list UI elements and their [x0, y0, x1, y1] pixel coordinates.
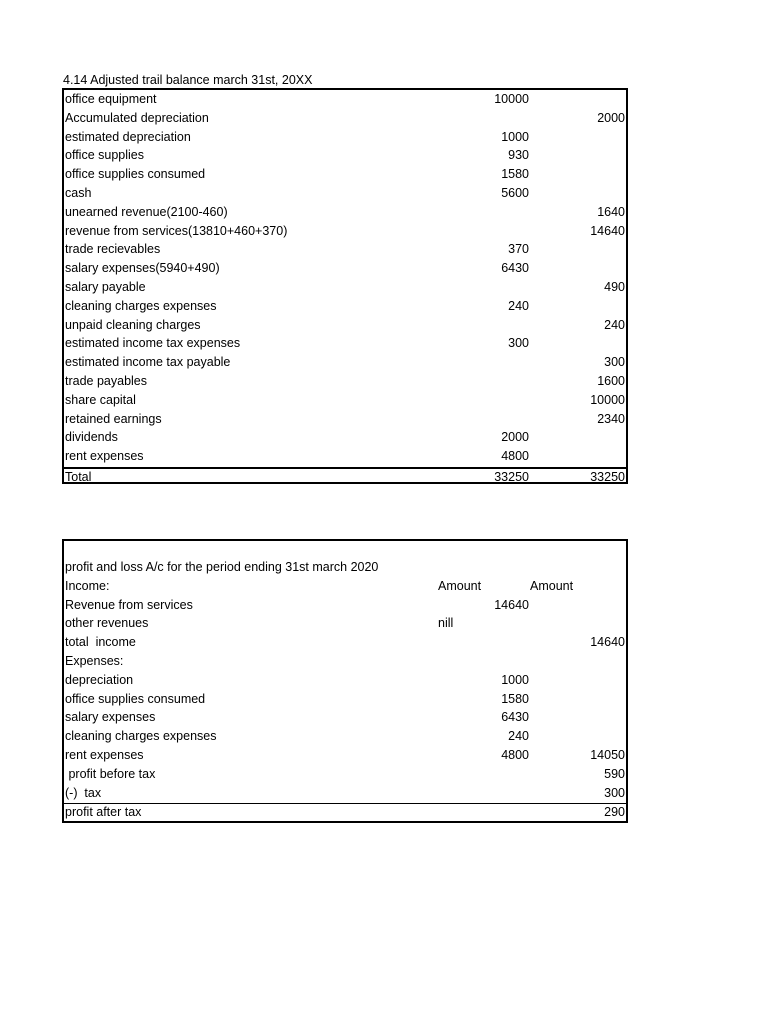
final-amount: 290 [604, 805, 625, 820]
table-row [64, 372, 626, 391]
final-row [64, 803, 626, 822]
profit-loss-table [62, 539, 628, 823]
credit-amount: 2340 [597, 411, 625, 426]
account-name: retained earnings [65, 411, 162, 426]
debit-amount: 370 [508, 242, 529, 257]
final-label: profit after tax [65, 805, 142, 820]
table-row [64, 259, 626, 278]
table-row [64, 652, 626, 671]
amount-1: 1000 [501, 672, 529, 687]
debit-amount: 10000 [494, 92, 529, 106]
account-name: share capital [65, 392, 136, 407]
credit-amount: 2000 [597, 110, 625, 125]
trial-balance-table [62, 88, 628, 484]
line-item: cleaning charges expenses [65, 729, 217, 744]
table-row [64, 146, 626, 165]
table-row [64, 316, 626, 335]
amount-1: 6430 [501, 710, 529, 725]
pl-header-row [64, 577, 626, 596]
debit-amount: 1000 [501, 129, 529, 144]
table-row [64, 784, 626, 803]
account-name: Accumulated depreciation [65, 110, 209, 125]
debit-amount: 2000 [501, 430, 529, 445]
total-label: Total [65, 469, 92, 484]
line-item: rent expenses [65, 748, 144, 762]
line-item: total income [65, 635, 136, 650]
amount-1: 4800 [501, 748, 529, 762]
account-name: unpaid cleaning charges [65, 317, 201, 332]
amount-1: 1580 [501, 691, 529, 706]
table-row [64, 428, 626, 447]
debit-amount: 4800 [501, 449, 529, 464]
table-row [64, 222, 626, 241]
table-row [64, 765, 626, 784]
table-row [64, 671, 626, 690]
note-value: nill [438, 616, 454, 631]
credit-amount: 10000 [590, 392, 625, 407]
table-row [64, 353, 626, 372]
line-item: Revenue from services [65, 597, 193, 612]
account-name: unearned revenue(2100-460) [65, 204, 228, 219]
account-name: salary payable [65, 280, 146, 294]
account-name: trade payables [65, 374, 148, 388]
account-name: office equipment [65, 92, 157, 106]
table-row [64, 297, 626, 316]
table-row [64, 184, 626, 203]
credit-amount: 14640 [590, 223, 625, 238]
account-name: office supplies consumed [65, 167, 206, 182]
line-item: (-) tax [65, 785, 102, 800]
account-name: trade recievables [65, 242, 161, 257]
account-name: dividends [65, 430, 118, 445]
debit-amount: 240 [508, 298, 529, 313]
table-row [64, 391, 626, 410]
table-row [64, 746, 626, 765]
table-row [64, 278, 626, 297]
table-row [64, 708, 626, 727]
table-row [64, 690, 626, 709]
account-name: office supplies [65, 148, 144, 163]
amount-2: 14050 [590, 748, 625, 762]
account-name: revenue from services(13810+460+370) [65, 223, 288, 238]
income-heading: Income: [65, 578, 110, 593]
account-name: estimated income tax expenses [65, 336, 241, 351]
account-name: cleaning charges expenses [65, 298, 217, 313]
account-name: estimated depreciation [65, 129, 191, 144]
credit-amount: 300 [604, 355, 625, 370]
line-item: profit before tax [65, 766, 156, 781]
line-item: other revenues [65, 616, 149, 631]
table-row [64, 203, 626, 222]
table-row [64, 633, 626, 652]
amount-2: 14640 [590, 635, 625, 650]
table-row [64, 90, 626, 109]
debit-amount: 300 [508, 336, 529, 351]
debit-amount: 5600 [501, 186, 529, 200]
amount-2: 590 [604, 766, 625, 781]
amount-2: 300 [604, 785, 625, 800]
credit-amount: 490 [604, 280, 625, 294]
table-row [64, 165, 626, 184]
table-row [64, 334, 626, 353]
account-name: cash [65, 186, 92, 200]
account-name: rent expenses [65, 449, 144, 464]
credit-amount: 240 [604, 317, 625, 332]
amount-1: 14640 [494, 597, 529, 612]
credit-amount: 1600 [597, 374, 625, 388]
debit-amount: 930 [508, 148, 529, 163]
debit-amount: 1580 [501, 167, 529, 182]
table-row [64, 614, 626, 633]
pl-title-row [64, 558, 626, 577]
table-row [64, 596, 626, 615]
table-row [64, 727, 626, 746]
debit-amount: 6430 [501, 261, 529, 276]
line-item: office supplies consumed [65, 691, 206, 706]
table-row [64, 240, 626, 259]
line-item: depreciation [65, 672, 134, 687]
line-item: Expenses: [65, 654, 124, 668]
trial-balance-title: 4.14 Adjusted trail balance march 31st, 20XX [63, 73, 313, 87]
total-credit: 33250 [590, 469, 625, 484]
total-debit: 33250 [494, 469, 529, 484]
credit-amount: 1640 [597, 204, 625, 219]
pl-title: profit and loss A/c for the period ending 31st march 2020 [65, 560, 379, 574]
amount-header-1: Amount [438, 578, 482, 593]
line-item: salary expenses [65, 710, 156, 725]
table-row [64, 109, 626, 128]
account-name: estimated income tax payable [65, 355, 231, 370]
table-row [64, 128, 626, 147]
table-row [64, 410, 626, 429]
amount-header-2: Amount [530, 578, 574, 593]
total-row [64, 468, 626, 487]
account-name: salary expenses(5940+490) [65, 261, 220, 276]
table-row [64, 447, 626, 466]
amount-1: 240 [508, 729, 529, 744]
